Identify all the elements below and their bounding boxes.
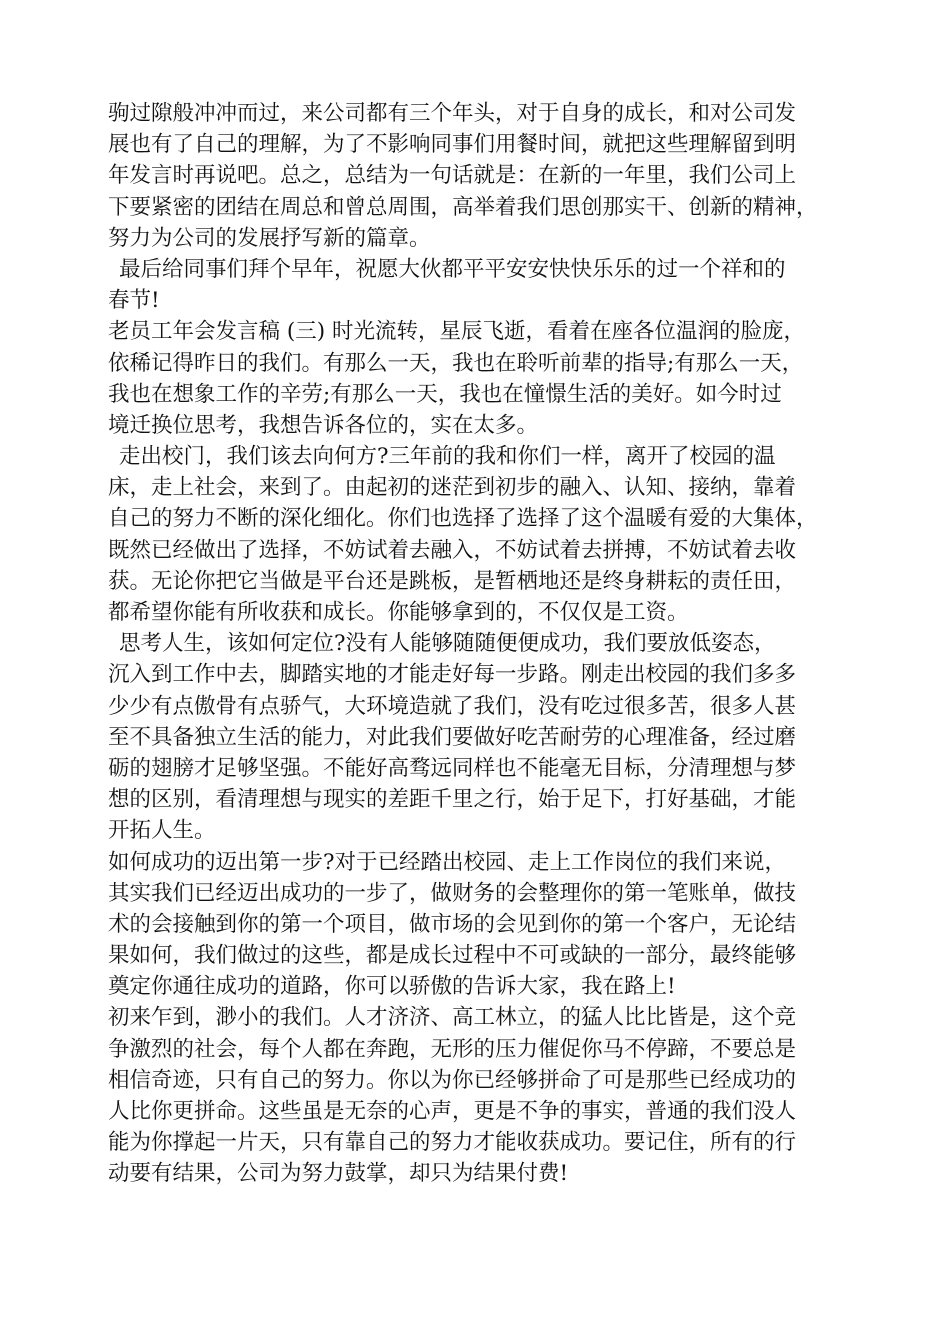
text-line: 争激烈的社会，每个人都在奔跑，无形的压力催促你马不停蹄，不要总是 [108, 1036, 797, 1062]
text-line: 少少有点傲骨有点骄气，大环境造就了我们，没有吃过很多苦，很多人甚 [108, 693, 797, 719]
text-line: 奠定你通往成功的道路，你可以骄傲的告诉大家，我在路上! [108, 974, 676, 1000]
text-line: 如何成功的迈出第一步?对于已经踏出校园、走上工作岗位的我们来说， [108, 849, 787, 875]
text-line: 床，走上社会，来到了。由起初的迷茫到初步的融入、认知、接纳，靠着 [108, 475, 797, 501]
text-line: 春节! [108, 288, 160, 314]
text-line: 至不具备独立生活的能力，对此我们要做好吃苦耐劳的心理准备，经过磨 [108, 724, 797, 750]
text-line: 术的会接触到你的第一个项目，做市场的会见到你的第一个客户，无论结 [108, 911, 797, 937]
text-line: 境迁换位思考，我想告诉各位的，实在太多。 [108, 412, 539, 438]
text-line: 动要有结果，公司为努力鼓掌，却只为结果付费! [108, 1161, 569, 1187]
text-line: 自己的努力不断的深化细化。你们也选择了选择了这个温暖有爱的大集体， [108, 506, 818, 532]
text-line: 果如何，我们做过的这些，都是成长过程中不可或缺的一部分，最终能够 [108, 943, 797, 969]
text-line: 都希望你能有所收获和成长。你能够拿到的，不仅仅是工资。 [108, 600, 689, 625]
text-line: 其实我们已经迈出成功的一步了，做财务的会整理你的第一笔账单，做技 [108, 880, 797, 906]
text-line: 驹过隙般冲冲而过，来公司都有三个年头，对于自身的成长，和对公司发 [108, 101, 797, 126]
text-line: 相信奇迹，只有自己的努力。你以为你已经够拼命了可是那些已经成功的 [108, 1067, 797, 1093]
text-line: 下要紧密的团结在周总和曾总周围，高举着我们思创那实干、创新的精神， [108, 194, 818, 220]
text-line: 我也在想象工作的辛劳;有那么一天，我也在憧憬生活的美好。如今时过 [108, 381, 782, 407]
text-line: 砺的翅膀才足够坚强。不能好高骛远同样也不能毫无目标，分清理想与梦 [108, 755, 797, 781]
paragraph-start-line: 最后给同事们拜个早年，祝愿大伙都平平安安快快乐乐的过一个祥和的 [119, 256, 786, 282]
text-line: 能为你撑起一片天，只有靠自己的努力才能收获成功。要记住，所有的行 [108, 1130, 797, 1156]
text-line: 既然已经做出了选择，不妨试着去融入，不妨试着去拼搏，不妨试着去收 [108, 537, 797, 563]
text-line: 努力为公司的发展抒写新的篇章。 [108, 225, 431, 251]
text-line: 人比你更拼命。这些虽是无奈的心声，更是不争的事实，普通的我们没人 [108, 1099, 797, 1124]
section-heading-line: 老员工年会发言稿 (三) 时光流转，星辰飞逝，看着在座各位温润的脸庞， [108, 319, 805, 345]
text-line: 依稀记得昨日的我们。有那么一天，我也在聆听前辈的指导;有那么一天， [108, 350, 804, 376]
text-line: 年发言时再说吧。总之，总结为一句话就是：在新的一年里，我们公司上 [108, 163, 797, 189]
text-line: 沉入到工作中去，脚踏实地的才能走好每一步路。刚走出校园的我们多多 [108, 662, 797, 688]
text-line: 初来乍到，渺小的我们。人才济济、高工林立，的猛人比比皆是，这个竞 [108, 1005, 797, 1031]
text-line: 想的区别，看清理想与现实的差距千里之行，始于足下，打好基础，才能 [108, 787, 797, 813]
text-line: 获。无论你把它当做是平台还是跳板，是暂栖地还是终身耕耘的责任田， [108, 568, 797, 594]
document-body [108, 98, 868, 1190]
text-line: 开拓人生。 [108, 818, 216, 844]
text-line: 展也有了自己的理解，为了不影响同事们用餐时间，就把这些理解留到明 [108, 132, 797, 158]
paragraph-start-line: 思考人生，该如何定位?没有人能够随随便便成功，我们要放低姿态， [119, 631, 776, 657]
paragraph-start-line: 走出校门，我们该去向何方?三年前的我和你们一样，离开了校园的温 [119, 444, 776, 470]
